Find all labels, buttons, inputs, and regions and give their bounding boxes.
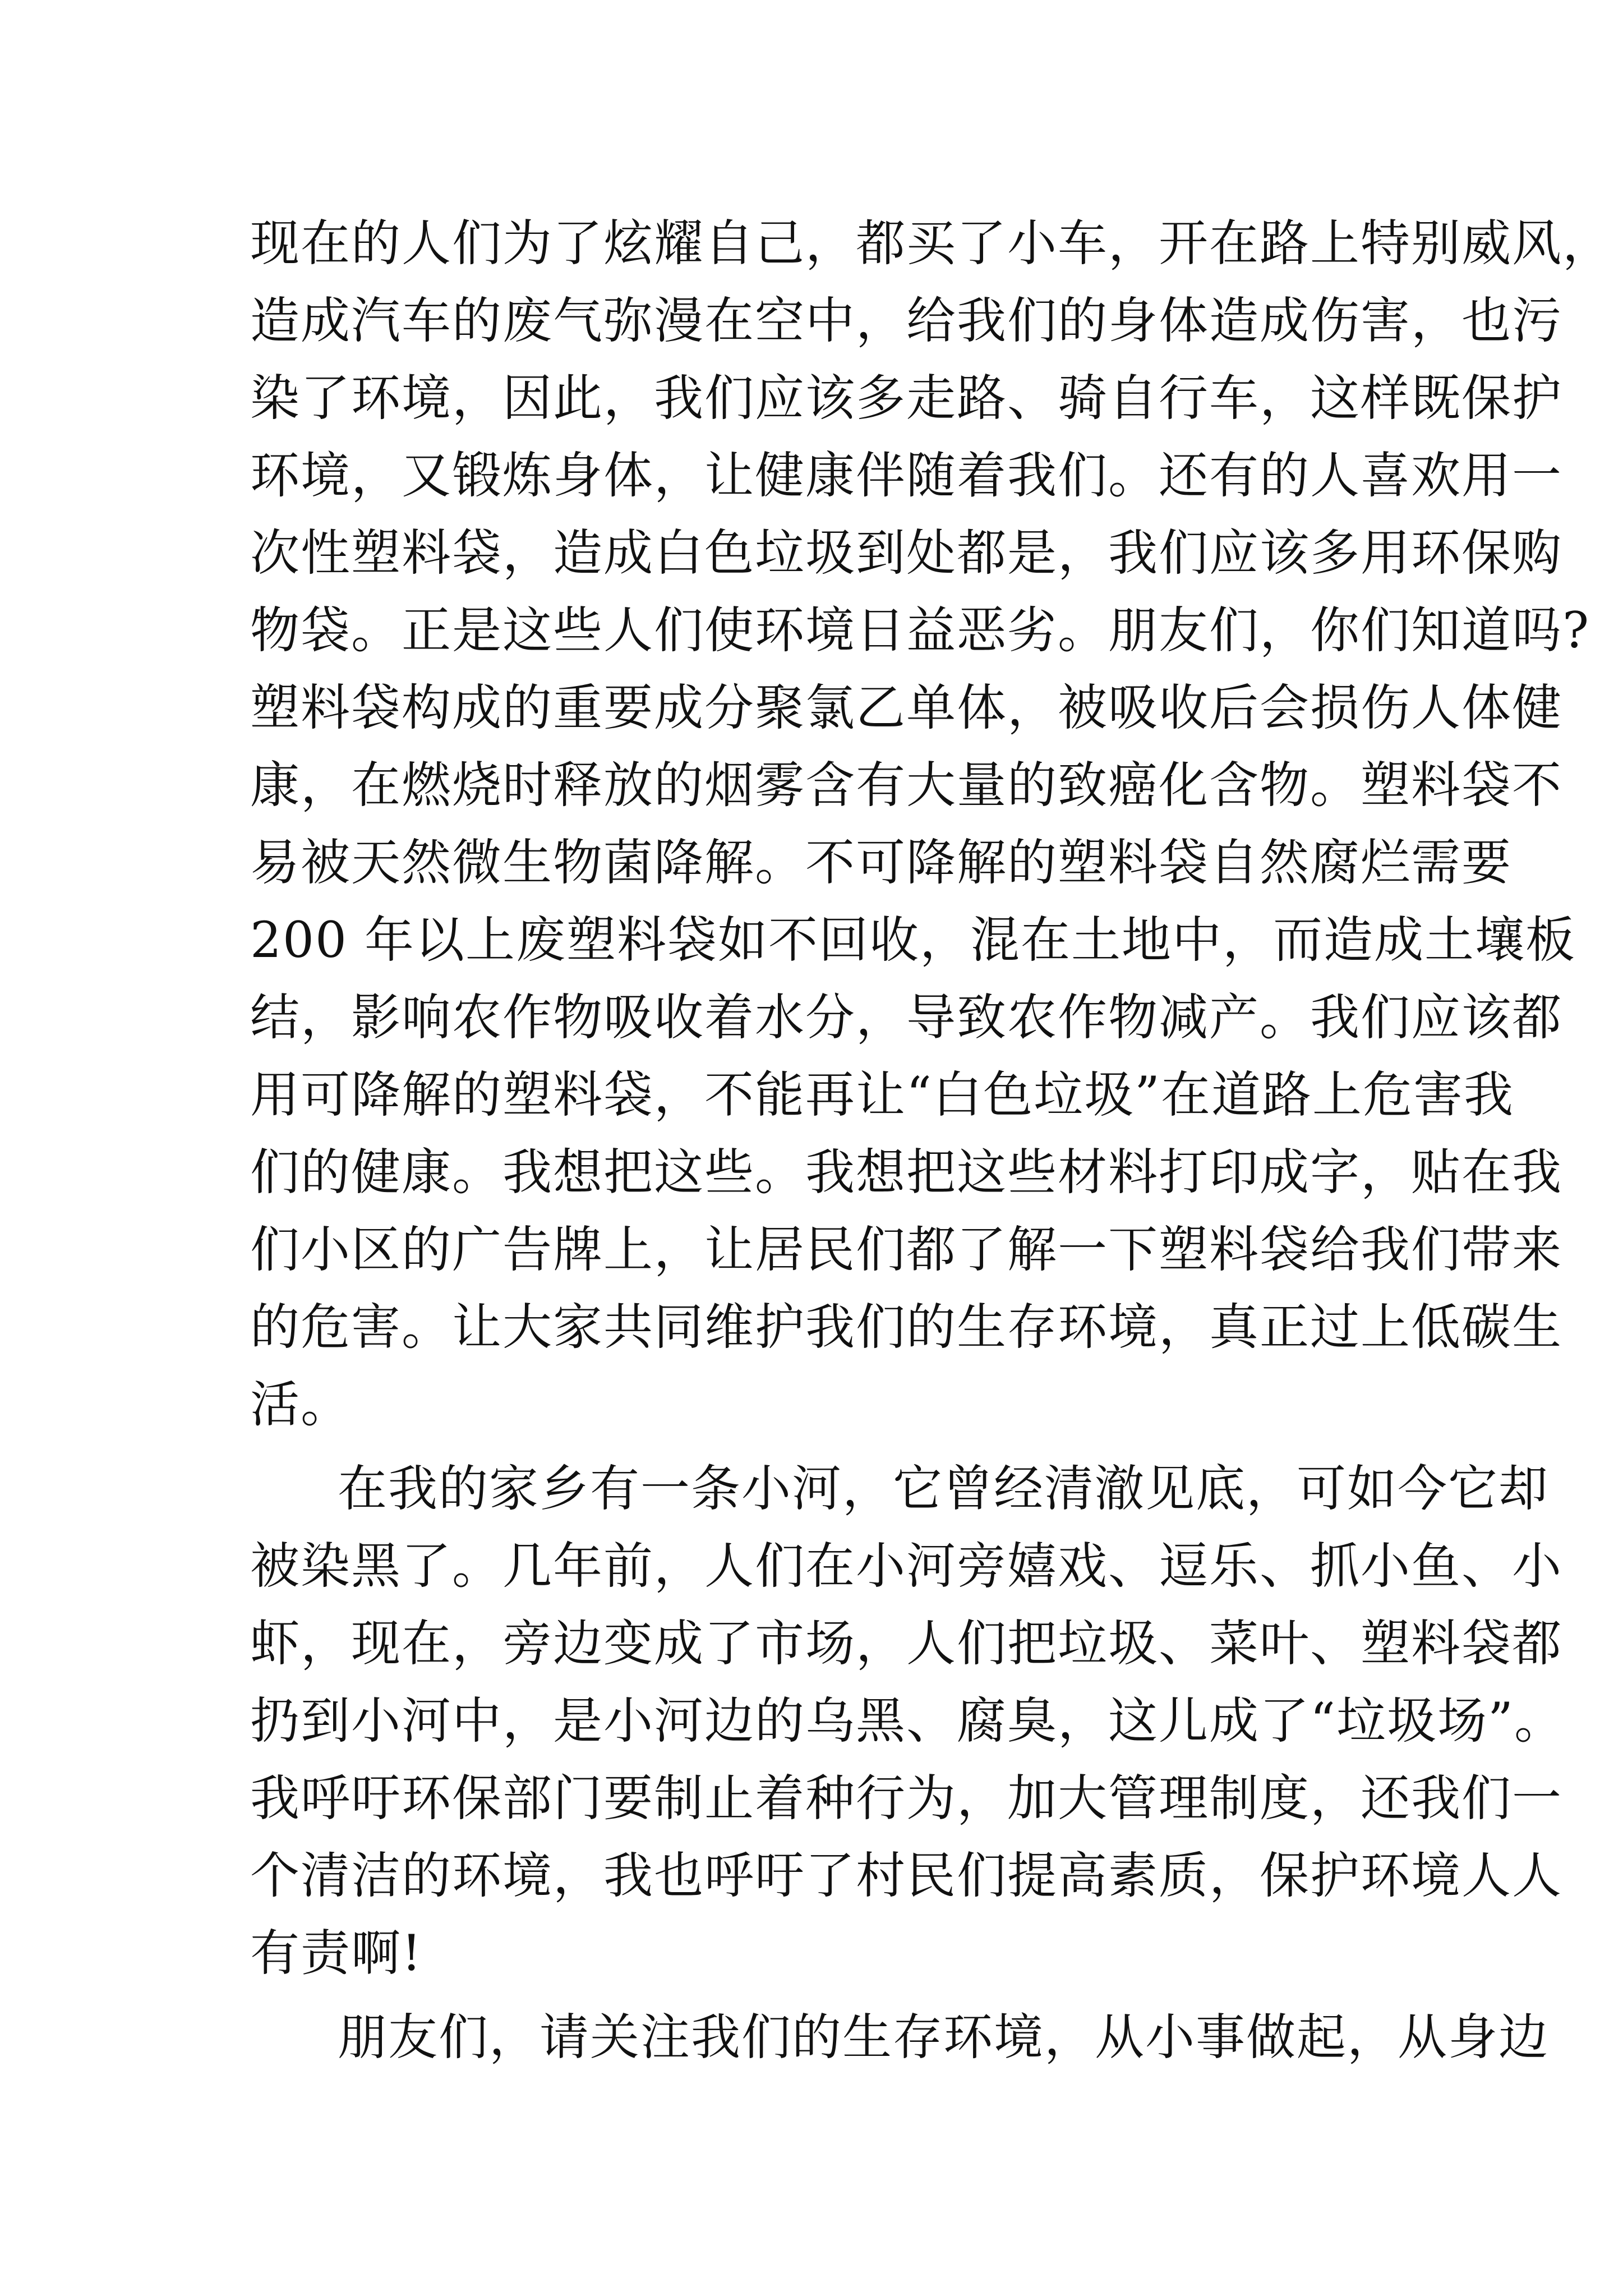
paragraph-line: 康，在燃烧时释放的烟雾含有大量的致癌化含物。塑料袋不 — [250, 756, 1563, 814]
paragraph-line: 物袋。正是这些人们使环境日益恶劣。朋友们，你们知道吗? — [250, 601, 1590, 659]
paragraph-line: 个清洁的环境，我也呼吁了村民们提高素质，保护环境人人 — [250, 1847, 1563, 1904]
paragraph-line: 活。 — [250, 1375, 352, 1433]
paragraph-line: 200 年以上废塑料袋如不回收，混在土地中，而造成土壤板 — [250, 911, 1576, 969]
paragraph-line: 染了环境，因此，我们应该多走路、骑自行车，这样既保护 — [250, 369, 1563, 427]
paragraph-line: 虾，现在，旁边变成了市场，人们把垃圾、菜叶、塑料袋都 — [250, 1614, 1563, 1672]
paragraph-line: 塑料袋构成的重要成分聚氯乙单体，被吸收后会损伤人体健 — [250, 679, 1563, 737]
paragraph-line: 们小区的广告牌上，让居民们都了解一下塑料袋给我们带来 — [250, 1221, 1563, 1278]
paragraph-line: 次性塑料袋，造成白色垃圾到处都是，我们应该多用环保购 — [250, 524, 1563, 582]
paragraph-line: 的危害。让大家共同维护我们的生存环境，真正过上低碳生 — [250, 1298, 1563, 1356]
paragraph-line: 我呼吁环保部门要制止着种行为，加大管理制度，还我们一 — [250, 1769, 1563, 1827]
paragraph-line: 朋友们，请关注我们的生存环境，从小事做起，从身边 — [338, 2008, 1550, 2066]
paragraph-spacer — [250, 1443, 1394, 1450]
paragraph-line: 在我的家乡有一条小河，它曾经清澈见底，可如今它却 — [338, 1460, 1550, 1517]
paragraph-line: 结，影响农作物吸收着水分，导致农作物减产。我们应该都 — [250, 988, 1563, 1046]
paragraph-line: 们的健康。我想把这些。我想把这些材料打印成字，贴在我 — [250, 1143, 1563, 1201]
paragraph-line: 易被天然微生物菌降解。不可降解的塑料袋自然腐烂需要 — [250, 834, 1513, 891]
paragraph-line: 现在的人们为了炫耀自己，都买了小车，开在路上特别威风， — [250, 214, 1613, 272]
paragraph-line: 用可降解的塑料袋，不能再让“白色垃圾”在道路上危害我 — [250, 1066, 1514, 1124]
paragraph-spacer — [250, 1992, 1394, 1999]
paragraph-line: 有责啊! — [250, 1924, 423, 1982]
essay-body — [250, 205, 1613, 2076]
paragraph-line: 造成汽车的废气弥漫在空中，给我们的身体造成伤害，也污 — [250, 292, 1563, 349]
paragraph-line: 环境，又锻炼身体，让健康伴随着我们。还有的人喜欢用一 — [250, 447, 1563, 504]
paragraph-line: 被染黑了。几年前，人们在小河旁嬉戏、逗乐、抓小鱼、小 — [250, 1537, 1563, 1595]
paragraph-line: 扔到小河中，是小河边的乌黑、腐臭，这儿成了“垃圾场”。 — [250, 1692, 1565, 1750]
